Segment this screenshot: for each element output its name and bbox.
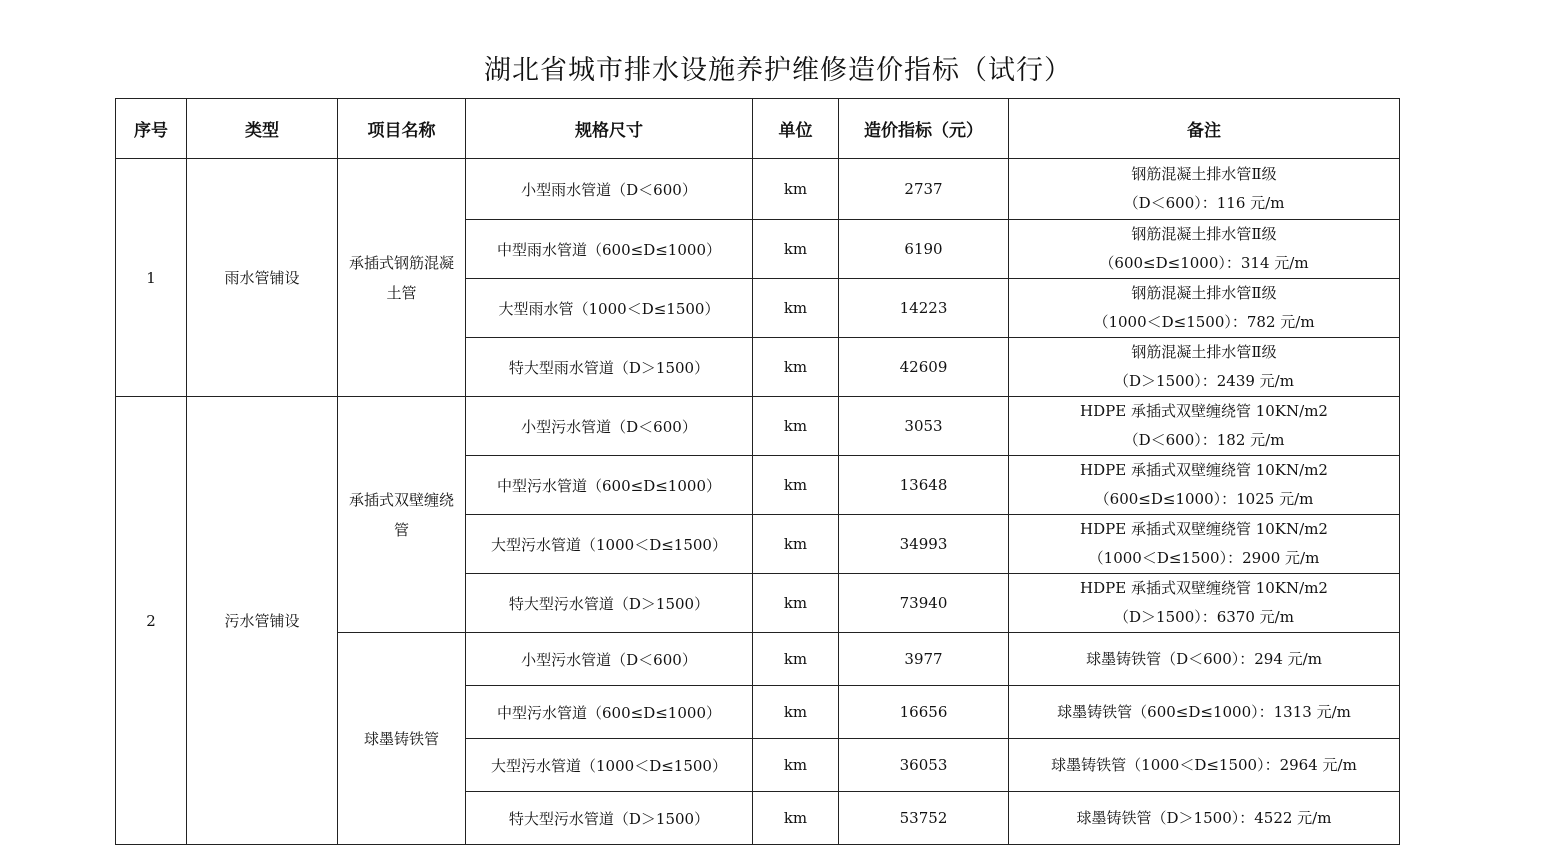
note-line-2: （D＜600）：116 元/m [1123, 194, 1285, 212]
cell-price: 16656 [839, 686, 1009, 739]
cell-unit: km [753, 279, 839, 338]
note-line-1: 球墨铸铁管（D＜600）：294 元/m [1086, 649, 1322, 668]
col-header-project: 项目名称 [338, 99, 466, 159]
note-line-2: （1000＜D≤1500）：2900 元/m [1088, 549, 1320, 567]
note-line-2: （D＞1500）：2439 元/m [1114, 372, 1294, 390]
table-row [116, 397, 1400, 456]
cell-unit: km [753, 792, 839, 845]
cell-spec: 中型污水管道（600≤D≤1000） [466, 686, 753, 739]
project-name-text: 承插式双壁缠绕管 [348, 490, 454, 539]
cell-spec: 小型污水管道（D＜600） [466, 397, 753, 456]
page-title: 湖北省城市排水设施养护维修造价指标（试行） [484, 55, 1072, 86]
cell-unit: km [753, 515, 839, 574]
cell-note [1009, 338, 1400, 397]
note-line-2: （D＜600）：182 元/m [1123, 431, 1285, 449]
note-line-1: 钢筋混凝土排水管Ⅱ级 [1131, 165, 1277, 183]
note-line-1: HDPE 承插式双壁缠绕管 10KN/m2 [1080, 402, 1328, 420]
note-line-1: HDPE 承插式双壁缠绕管 10KN/m2 [1080, 461, 1328, 479]
cell-index: 2 [116, 397, 187, 845]
cell-unit: km [753, 633, 839, 686]
project-name-text: 承插式钢筋混凝土管 [348, 253, 454, 302]
col-header-unit: 单位 [753, 99, 839, 159]
cell-price: 6190 [839, 220, 1009, 279]
col-header-note: 备注 [1009, 99, 1400, 159]
note-line-2: （600≤D≤1000）：314 元/m [1099, 254, 1309, 272]
col-header-index: 序号 [116, 99, 187, 159]
cell-note [1009, 792, 1400, 845]
note-line-1: 钢筋混凝土排水管Ⅱ级 [1131, 343, 1277, 361]
cell-spec: 中型雨水管道（600≤D≤1000） [466, 220, 753, 279]
note-line-2: （1000＜D≤1500）：782 元/m [1093, 313, 1315, 331]
cell-type: 雨水管铺设 [187, 159, 338, 397]
note-line-1: HDPE 承插式双壁缠绕管 10KN/m2 [1080, 520, 1328, 538]
cell-note [1009, 397, 1400, 456]
cell-price: 3053 [839, 397, 1009, 456]
cell-price: 14223 [839, 279, 1009, 338]
cell-project-name [338, 397, 466, 633]
cell-project-name [338, 159, 466, 397]
cost-index-table [115, 98, 1400, 845]
cell-spec: 小型污水管道（D＜600） [466, 633, 753, 686]
note-line-1: 球墨铸铁管（600≤D≤1000）：1313 元/m [1057, 702, 1351, 721]
note-line-2: （D＞1500）：6370 元/m [1114, 608, 1294, 626]
cell-spec: 特大型污水管道（D＞1500） [466, 792, 753, 845]
table-row [116, 159, 1400, 220]
cell-index: 1 [116, 159, 187, 397]
project-name-text: 球墨铸铁管 [363, 729, 439, 748]
cell-unit: km [753, 220, 839, 279]
cell-spec: 中型污水管道（600≤D≤1000） [466, 456, 753, 515]
note-line-1: 球墨铸铁管（1000＜D≤1500）：2964 元/m [1051, 755, 1357, 774]
cell-note [1009, 515, 1400, 574]
cell-type: 污水管铺设 [187, 397, 338, 845]
cell-project-name [338, 633, 466, 845]
cell-price: 34993 [839, 515, 1009, 574]
cell-unit: km [753, 574, 839, 633]
cell-note [1009, 739, 1400, 792]
cell-unit: km [753, 456, 839, 515]
cell-note [1009, 633, 1400, 686]
cell-spec: 特大型雨水管道（D＞1500） [466, 338, 753, 397]
cell-spec: 大型污水管道（1000＜D≤1500） [466, 515, 753, 574]
col-header-spec: 规格尺寸 [466, 99, 753, 159]
note-line-2: （600≤D≤1000）：1025 元/m [1094, 490, 1314, 508]
cell-unit: km [753, 397, 839, 456]
cell-note [1009, 456, 1400, 515]
note-line-1: 钢筋混凝土排水管Ⅱ级 [1131, 284, 1277, 302]
col-header-type: 类型 [187, 99, 338, 159]
cell-spec: 大型污水管道（1000＜D≤1500） [466, 739, 753, 792]
cell-unit: km [753, 739, 839, 792]
note-line-1: HDPE 承插式双壁缠绕管 10KN/m2 [1080, 579, 1328, 597]
header-row [116, 99, 1400, 159]
cell-price: 73940 [839, 574, 1009, 633]
cell-note [1009, 159, 1400, 220]
cell-price: 2737 [839, 159, 1009, 220]
cell-note [1009, 279, 1400, 338]
cell-note [1009, 574, 1400, 633]
cell-price: 3977 [839, 633, 1009, 686]
col-header-price: 造价指标（元） [839, 99, 1009, 159]
cell-price: 13648 [839, 456, 1009, 515]
table-body [116, 159, 1400, 845]
note-line-1: 钢筋混凝土排水管Ⅱ级 [1131, 225, 1277, 243]
cell-price: 53752 [839, 792, 1009, 845]
cell-unit: km [753, 686, 839, 739]
cell-spec: 小型雨水管道（D＜600） [466, 159, 753, 220]
cell-note [1009, 220, 1400, 279]
cell-price: 42609 [839, 338, 1009, 397]
cell-spec: 特大型污水管道（D＞1500） [466, 574, 753, 633]
cell-price: 36053 [839, 739, 1009, 792]
note-line-1: 球墨铸铁管（D＞1500）：4522 元/m [1076, 808, 1332, 827]
cell-unit: km [753, 338, 839, 397]
cell-spec: 大型雨水管（1000＜D≤1500） [466, 279, 753, 338]
cell-unit: km [753, 159, 839, 220]
cell-note [1009, 686, 1400, 739]
